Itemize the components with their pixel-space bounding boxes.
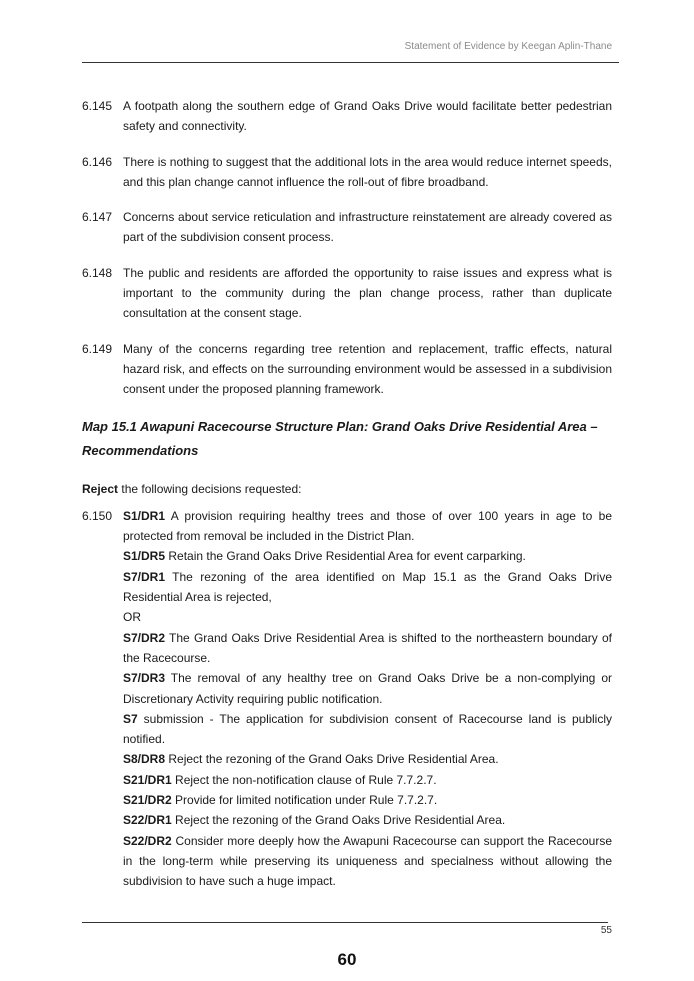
decision-text: The removal of any healthy tree on Grand Oaks Drive be a non-complying or Discretionary Activity requiring public notification. bbox=[123, 671, 612, 706]
footer-rule bbox=[82, 922, 608, 923]
decision-item bbox=[123, 506, 612, 547]
decision-code: S22/DR1 bbox=[123, 813, 172, 828]
paragraph-number: 6.146 bbox=[82, 154, 113, 169]
decisions-list bbox=[123, 506, 612, 892]
decision-code: S1/DR1 bbox=[123, 508, 166, 523]
header-rule bbox=[82, 62, 619, 63]
paragraph-number: 6.148 bbox=[82, 265, 113, 280]
decision-text: Consider more deeply how the Awapuni Racecourse can support the Racecourse in the long-term while preserving its uniqueness and specialness without allowing the subdivision to have such a huge impact. bbox=[123, 833, 612, 889]
decision-code: S7 bbox=[123, 711, 138, 726]
decision-code: S21/DR1 bbox=[123, 772, 172, 787]
decision-text: OR bbox=[123, 610, 141, 625]
decision-text: Reject the rezoning of the Grand Oaks Drive Residential Area. bbox=[171, 813, 506, 828]
decision-item-or bbox=[123, 607, 612, 627]
section-heading: Map 15.1 Awapuni Racecourse Structure Plan: Grand Oaks Drive Residential Area – Recommendations bbox=[82, 418, 598, 458]
page-number: 55 bbox=[600, 925, 612, 936]
decision-code: S7/DR3 bbox=[123, 671, 166, 686]
decision-item bbox=[123, 668, 612, 709]
decision-item bbox=[123, 749, 612, 769]
decision-text: Retain the Grand Oaks Drive Residential Area for event carparking. bbox=[165, 549, 526, 564]
decision-item bbox=[123, 709, 612, 750]
paragraph bbox=[82, 152, 612, 193]
paragraph bbox=[82, 207, 612, 248]
paragraph-number: 6.147 bbox=[82, 210, 113, 225]
decision-text: Reject the non-notification clause of Rule 7.7.2.7. bbox=[171, 772, 437, 787]
decision-item bbox=[123, 567, 612, 608]
decision-item bbox=[123, 546, 612, 566]
decision-code: S7/DR2 bbox=[123, 630, 166, 645]
paragraph-text: Many of the concerns regarding tree retention and replacement, traffic effects, natural hazard risk, and effects on the surrounding environment would be assessed in a subdivision consent under the proposed planning framework. bbox=[123, 341, 612, 397]
decision-item bbox=[123, 770, 612, 790]
decision-text: The rezoning of the area identified on Map 15.1 as the Grand Oaks Drive Residential Area is rejected, bbox=[123, 569, 612, 605]
paragraph-number: 6.150 bbox=[82, 508, 113, 523]
decision-text: Reject the rezoning of the Grand Oaks Drive Residential Area. bbox=[165, 752, 499, 767]
decision-code: S22/DR2 bbox=[123, 833, 172, 848]
paragraph-text: There is nothing to suggest that the additional lots in the area would reduce internet speeds, and this plan change cannot influence the roll-out of fibre broadband. bbox=[123, 154, 612, 189]
decision-item bbox=[123, 628, 612, 669]
decision-text: The Grand Oaks Drive Residential Area is shifted to the northeastern boundary of the Racecourse. bbox=[123, 630, 612, 665]
decisions-paragraph bbox=[82, 506, 612, 892]
paragraph bbox=[82, 96, 612, 137]
decision-text: A provision requiring healthy trees and those of over 100 years in age to be protected from removal be included in the District Plan. bbox=[123, 508, 612, 544]
decision-code: S1/DR5 bbox=[123, 549, 166, 564]
paragraph-text: Concerns about service reticulation and infrastructure reinstatement are already covered as part of the subdivision consent process. bbox=[123, 210, 612, 245]
decision-code: S21/DR2 bbox=[123, 793, 172, 808]
decision-item bbox=[123, 831, 612, 892]
paragraph bbox=[82, 263, 612, 324]
reject-intro bbox=[82, 479, 612, 499]
paragraph-text: A footpath along the southern edge of Grand Oaks Drive would facilitate better pedestrian safety and connectivity. bbox=[123, 99, 612, 134]
document-body bbox=[82, 96, 612, 907]
reject-label: Reject bbox=[82, 481, 119, 496]
decision-item bbox=[123, 810, 612, 830]
decision-text: submission - The application for subdivision consent of Racecourse land is publicly notified. bbox=[123, 711, 612, 747]
paragraph-number: 6.145 bbox=[82, 99, 113, 113]
decision-code: S7/DR1 bbox=[123, 569, 166, 584]
reject-text: the following decisions requested: bbox=[118, 481, 302, 496]
decision-text: Provide for limited notification under Rule 7.7.2.7. bbox=[171, 793, 438, 808]
bundle-page-number: 60 bbox=[337, 950, 357, 969]
paragraph-number: 6.149 bbox=[82, 341, 113, 356]
decision-item bbox=[123, 790, 612, 810]
paragraph bbox=[82, 339, 612, 400]
decision-code: S8/DR8 bbox=[123, 752, 166, 767]
running-header: Statement of Evidence by Keegan Aplin-Thane bbox=[404, 41, 612, 52]
paragraph-text: The public and residents are afforded the opportunity to raise issues and express what is important to the community during the plan change process, rather than duplicate consultation at the consent stage. bbox=[123, 265, 612, 321]
